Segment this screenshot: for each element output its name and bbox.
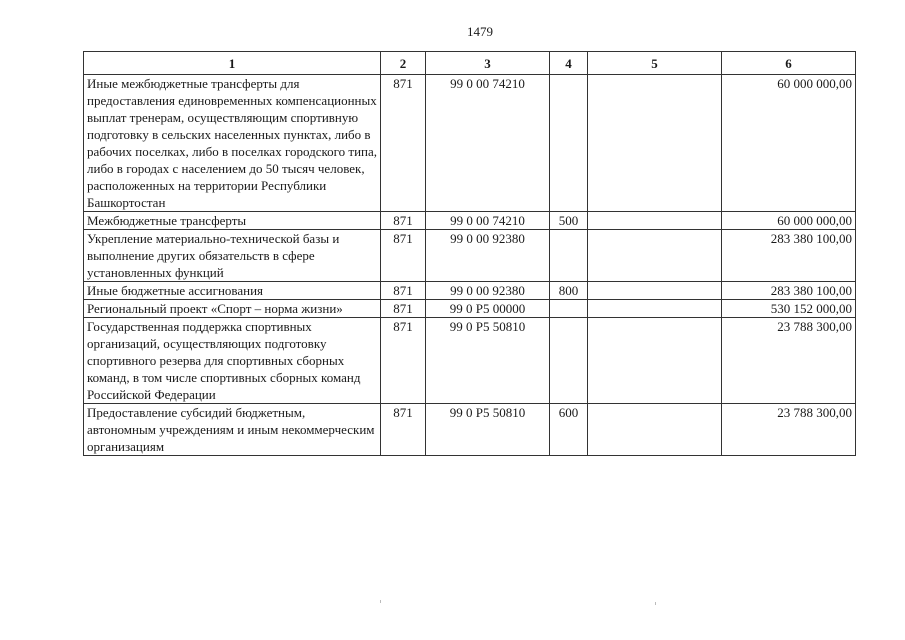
row-ved-cell: 871 bbox=[381, 404, 426, 456]
row-sum-cell: 23 788 300,00 bbox=[722, 318, 856, 404]
row-sum-cell: 60 000 000,00 bbox=[722, 75, 856, 212]
page-number: 1479 bbox=[467, 24, 493, 39]
column-header: 4 bbox=[550, 52, 588, 75]
row-col5-cell bbox=[588, 75, 722, 212]
row-vr-cell bbox=[550, 318, 588, 404]
row-ved-cell: 871 bbox=[381, 300, 426, 318]
row-sum-cell: 60 000 000,00 bbox=[722, 212, 856, 230]
table-row bbox=[84, 75, 856, 212]
column-header: 1 bbox=[84, 52, 381, 75]
row-name-cell: Региональный проект «Спорт – норма жизни» bbox=[84, 300, 381, 318]
column-header: 3 bbox=[426, 52, 550, 75]
row-sum-cell: 283 380 100,00 bbox=[722, 282, 856, 300]
column-header: 2 bbox=[381, 52, 426, 75]
table-row bbox=[84, 282, 856, 300]
row-vr-cell bbox=[550, 75, 588, 212]
row-col5-cell bbox=[588, 282, 722, 300]
row-col5-cell bbox=[588, 404, 722, 456]
table-row bbox=[84, 318, 856, 404]
row-col5-cell bbox=[588, 300, 722, 318]
row-csr-cell: 99 0 00 74210 bbox=[426, 75, 550, 212]
column-header: 6 bbox=[722, 52, 856, 75]
table-row bbox=[84, 230, 856, 282]
table-header-row bbox=[84, 52, 856, 75]
budget-table bbox=[83, 51, 856, 456]
row-ved-cell: 871 bbox=[381, 230, 426, 282]
table-row bbox=[84, 300, 856, 318]
table-row bbox=[84, 404, 856, 456]
row-col5-cell bbox=[588, 212, 722, 230]
row-name-cell: Иные бюджетные ассигнования bbox=[84, 282, 381, 300]
row-name-cell: Иные межбюджетные трансферты для предоставления единовременных компенсационных выплат тренерам, осуществляющим спортивную подготовку в сельских населенных пунктах, либо в рабочих поселках, либо в поселках городского типа, либо в городах с населением до 50 тысяч человек, расположенных на территории Республики Башкортостан bbox=[84, 75, 381, 212]
row-vr-cell: 600 bbox=[550, 404, 588, 456]
row-csr-cell: 99 0 00 74210 bbox=[426, 212, 550, 230]
row-col5-cell bbox=[588, 230, 722, 282]
scan-speck bbox=[380, 600, 381, 603]
row-name-cell: Предоставление субсидий бюджетным, автономным учреждениям и иным некоммерческим организациям bbox=[84, 404, 381, 456]
row-ved-cell: 871 bbox=[381, 75, 426, 212]
row-csr-cell: 99 0 P5 50810 bbox=[426, 318, 550, 404]
row-name-cell: Межбюджетные трансферты bbox=[84, 212, 381, 230]
row-name-cell: Государственная поддержка спортивных организаций, осуществляющих подготовку спортивного резерва для спортивных сборных команд, в том числе спортивных сборных команд Российской Федерации bbox=[84, 318, 381, 404]
row-ved-cell: 871 bbox=[381, 282, 426, 300]
row-vr-cell bbox=[550, 230, 588, 282]
row-vr-cell: 500 bbox=[550, 212, 588, 230]
row-ved-cell: 871 bbox=[381, 212, 426, 230]
row-csr-cell: 99 0 P5 50810 bbox=[426, 404, 550, 456]
table-row bbox=[84, 212, 856, 230]
row-csr-cell: 99 0 P5 00000 bbox=[426, 300, 550, 318]
row-vr-cell bbox=[550, 300, 588, 318]
scan-speck bbox=[655, 602, 656, 605]
row-csr-cell: 99 0 00 92380 bbox=[426, 282, 550, 300]
row-name-cell: Укрепление материально-технической базы и выполнение других обязательств в сфере установленных функций bbox=[84, 230, 381, 282]
column-header: 5 bbox=[588, 52, 722, 75]
row-sum-cell: 23 788 300,00 bbox=[722, 404, 856, 456]
row-sum-cell: 283 380 100,00 bbox=[722, 230, 856, 282]
row-ved-cell: 871 bbox=[381, 318, 426, 404]
row-sum-cell: 530 152 000,00 bbox=[722, 300, 856, 318]
row-csr-cell: 99 0 00 92380 bbox=[426, 230, 550, 282]
row-col5-cell bbox=[588, 318, 722, 404]
row-vr-cell: 800 bbox=[550, 282, 588, 300]
